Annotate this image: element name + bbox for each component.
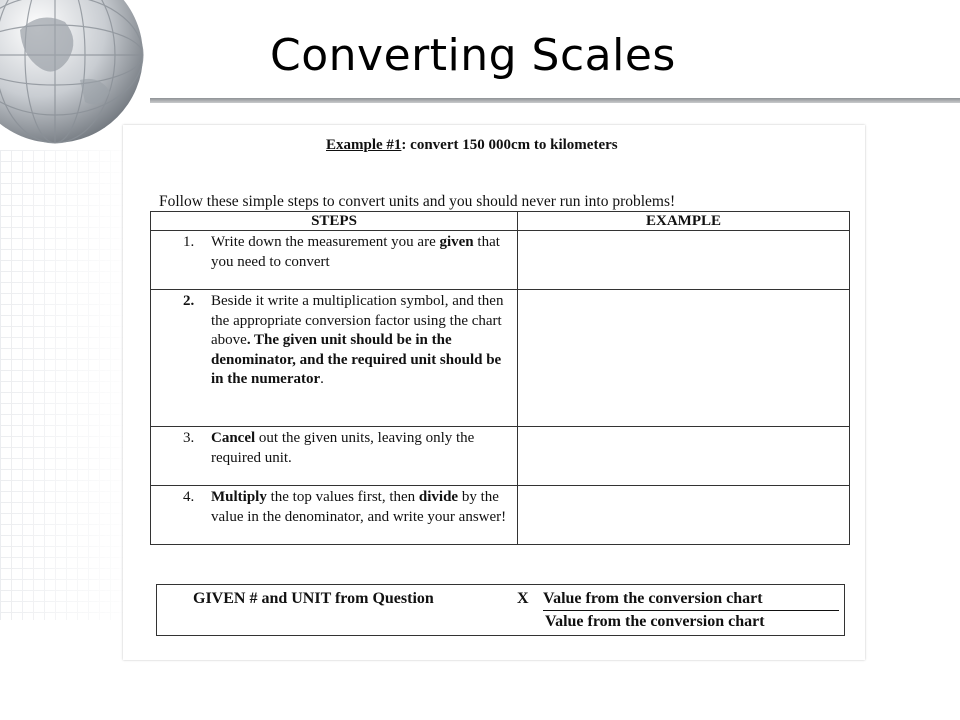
step-number: 2. (183, 293, 195, 309)
example-cell (518, 290, 850, 427)
step-text: the top values first, then (266, 489, 419, 505)
step-number: 3. (183, 430, 195, 446)
table-row (151, 427, 850, 486)
table-row (151, 486, 850, 545)
example-cell (518, 486, 850, 545)
example-number: Example #1 (326, 137, 402, 153)
example-heading (326, 137, 618, 154)
example-question: : convert 150 000cm to kilometers (401, 137, 618, 153)
step-text: by the value in the denominator, and write your answer! (211, 489, 507, 525)
step-emphasis: divide (418, 489, 459, 505)
step-cell (151, 486, 518, 545)
step-cell (151, 290, 518, 427)
step-number: 1. (183, 234, 195, 250)
formula-denominator: Value from the conversion chart (545, 613, 765, 630)
intro-text: Follow these simple steps to convert units and you should never run into problems! (159, 193, 676, 210)
example-cell (518, 427, 850, 486)
step-emphasis: given (439, 234, 474, 250)
step-emphasis: . The given unit should be in the denominator, and the required unit should be in the numerator (211, 332, 502, 387)
step-text: Beside it write a multiplication symbol, and then the appropriate conversion factor using the chart above (211, 293, 504, 348)
step-cell (151, 231, 518, 290)
table-header-row (151, 212, 850, 231)
slide-title: Converting Scales (270, 30, 676, 81)
step-emphasis: Multiply (211, 489, 267, 505)
step-number: 4. (183, 489, 195, 505)
worksheet-scan (123, 125, 865, 660)
title-divider (150, 98, 960, 103)
formula-given-label: GIVEN # and UNIT from Question (193, 590, 434, 607)
steps-table (150, 211, 850, 545)
background-grid (0, 150, 140, 620)
example-cell (518, 231, 850, 290)
step-text: that you need to convert (211, 234, 500, 270)
table-row (151, 231, 850, 290)
table-row (151, 290, 850, 427)
step-emphasis: Cancel (211, 430, 256, 446)
formula-numerator: Value from the conversion chart (543, 590, 839, 611)
step-text: . (320, 371, 324, 387)
conversion-formula-box (156, 584, 845, 636)
example-header: EXAMPLE (518, 212, 850, 231)
step-text: Write down the measurement you are (211, 234, 440, 250)
formula-multiply-operator: X (517, 590, 529, 607)
step-text: out the given units, leaving only the required unit. (211, 430, 475, 466)
step-cell (151, 427, 518, 486)
steps-header: STEPS (151, 212, 518, 231)
